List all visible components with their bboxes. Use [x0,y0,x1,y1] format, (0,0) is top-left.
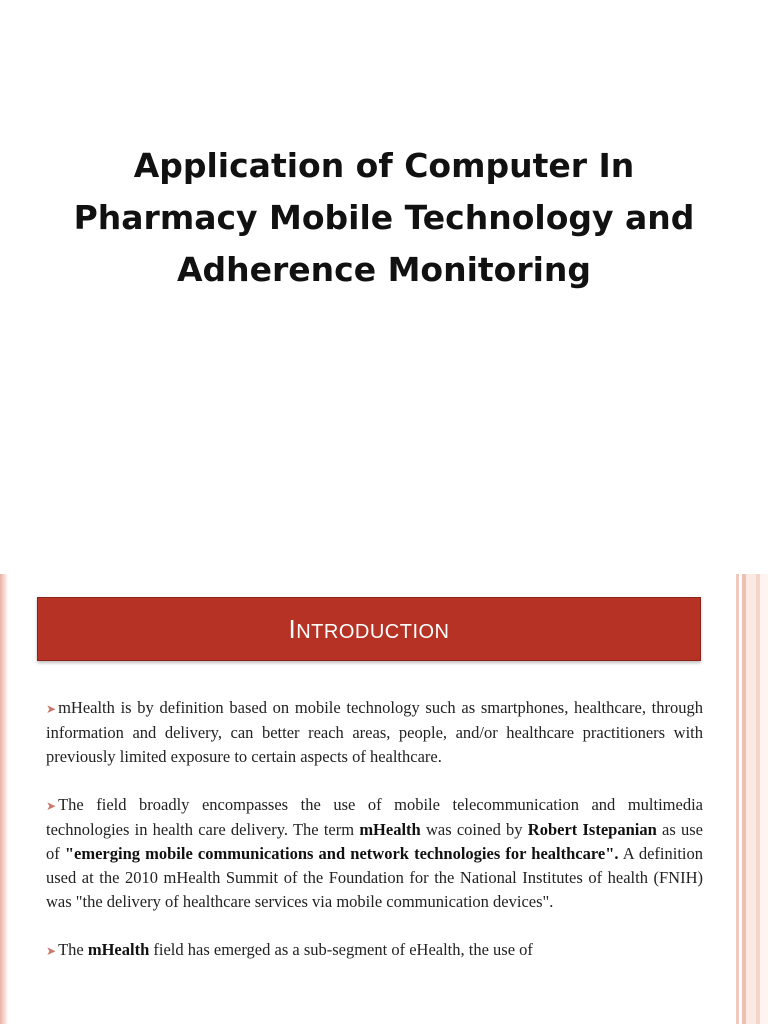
paragraph-3: ➤ The mHealth field has emerged as a sub-segment of eHealth, the use of [46,940,533,959]
slide-heading: INTRODUCTION [288,613,450,644]
paragraph-1: ➤ mHealth is by definition based on mobile technology such as smartphones, healthcare, through information and delivery, can better reach areas, people, and/or healthcare practitioners with previously limited exposure to certain aspects of healthcare. [46,698,703,766]
document-title [40,140,728,296]
slide-heading-bar [37,597,701,661]
arrow-bullet-icon: ➤ [46,799,57,813]
slide-right-border [734,574,768,1024]
slide-body [46,696,703,987]
title-line-2: Pharmacy Mobile Technology and [73,198,695,237]
arrow-bullet-icon: ➤ [46,944,57,958]
paragraph-2: ➤ The field broadly encompasses the use of mobile telecommunication and multimedia technologies in health care delivery. The term mHealth was coined by Robert Istepanian as use of "emerging mobile communications and network technologies for healthcare". A definition used at the 2010 mHealth Summit of the Foundation for the National Institutes of health (FNIH) was "the delivery of healthcare services via mobile communication devices". [46,795,703,911]
introduction-slide [0,574,768,1024]
slide-left-border [0,574,8,1024]
title-line-1: Application of Computer In [133,146,635,185]
arrow-bullet-icon: ➤ [46,702,57,716]
title-line-3: Adherence Monitoring [176,250,592,289]
